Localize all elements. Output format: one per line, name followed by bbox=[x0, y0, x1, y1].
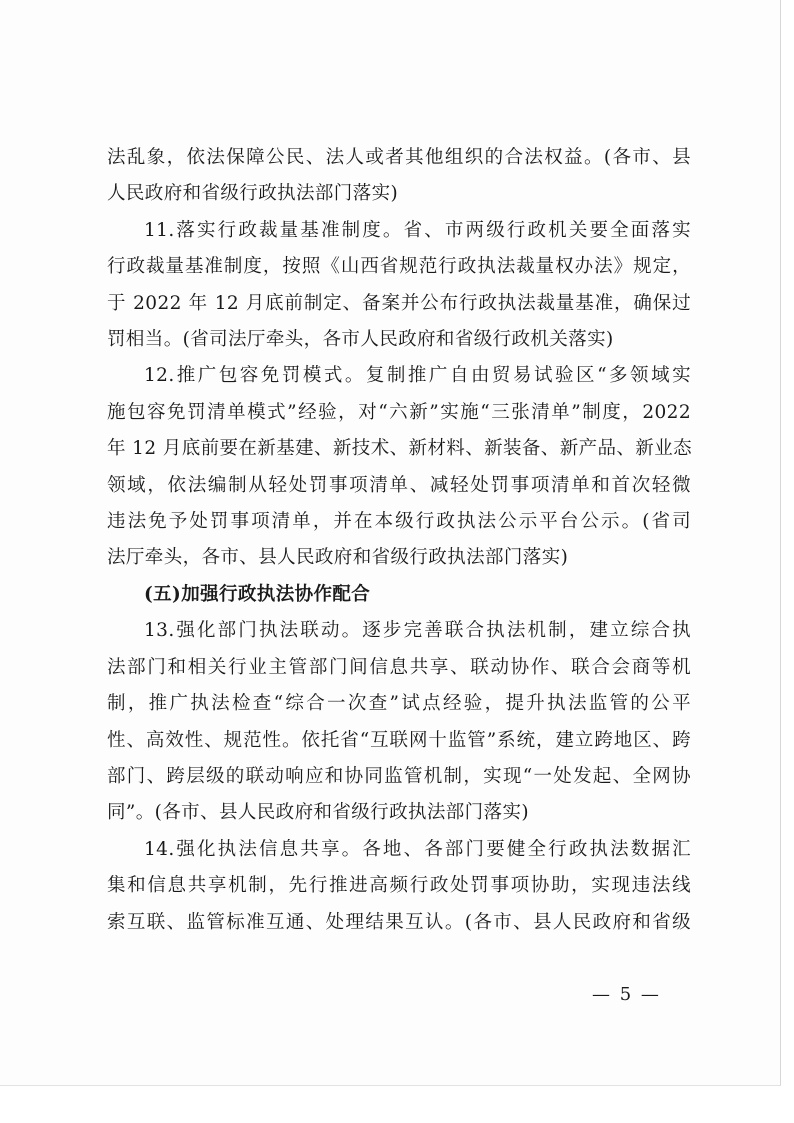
text-line: 领域，依法编制从轻处罚事项清单、减轻处罚事项清单和首次轻微 bbox=[107, 474, 691, 496]
text-line: 法厅牵头，各市、县人民政府和省级行政执法部门落实) bbox=[107, 547, 569, 569]
text-line: 法部门和相关行业主管部门间信息共享、联动协作、联合会商等机 bbox=[107, 656, 691, 678]
text-line: 索互联、监管标准互通、处理结果互认。(各市、县人民政府和省级 bbox=[107, 911, 691, 933]
text-line: 罚相当。(省司法厅牵头，各市人民政府和省级行政机关落实) bbox=[107, 329, 614, 351]
text-line: 同”。(各市、县人民政府和省级行政执法部门落实) bbox=[107, 802, 529, 824]
document-body bbox=[107, 140, 691, 941]
text-line: 人民政府和省级行政执法部门落实) bbox=[107, 183, 399, 205]
text-line: 行政裁量基准制度，按照《山西省规范行政执法裁量权办法》规定， bbox=[107, 256, 691, 278]
text-line: 违法免予处罚事项清单，并在本级行政执法公示平台公示。(省司 bbox=[107, 511, 691, 533]
text-line: 12.推广包容免罚模式。复制推广自由贸易试验区“多领域实 bbox=[144, 365, 691, 387]
text-line: 年 12 月底前要在新基建、新技术、新材料、新装备、新产品、新业态 bbox=[107, 438, 693, 460]
section-heading: (五)加强行政执法协作配合 bbox=[144, 583, 371, 605]
page-number: — 5 — bbox=[592, 984, 661, 1005]
text-line: 14.强化执法信息共享。各地、各部门要健全行政执法数据汇 bbox=[144, 838, 691, 860]
text-line: 13.强化部门执法联动。逐步完善联合执法机制，建立综合执 bbox=[144, 620, 691, 642]
text-line: 部门、跨层级的联动响应和协同监管机制，实现“一处发起、全网协 bbox=[107, 765, 691, 787]
text-line: 于 2022 年 12 月底前制定、备案并公布行政执法裁量基准，确保过 bbox=[107, 292, 691, 314]
text-line: 法乱象，依法保障公民、法人或者其他组织的合法权益。(各市、县 bbox=[107, 147, 691, 168]
text-line: 性、高效性、规范性。依托省“互联网十监管”系统，建立跨地区、跨 bbox=[107, 729, 691, 751]
text-line: 集和信息共享机制，先行推进高频行政处罚事项协助，实现违法线 bbox=[107, 875, 691, 897]
text-line: 制，推广执法检查“综合一次查”试点经验，提升执法监管的公平 bbox=[107, 693, 691, 715]
text-line: 施包容免罚清单模式”经验，对“六新”实施“三张清单”制度，2022 bbox=[107, 401, 691, 423]
text-line: 11.落实行政裁量基准制度。省、市两级行政机关要全面落实 bbox=[144, 219, 691, 241]
